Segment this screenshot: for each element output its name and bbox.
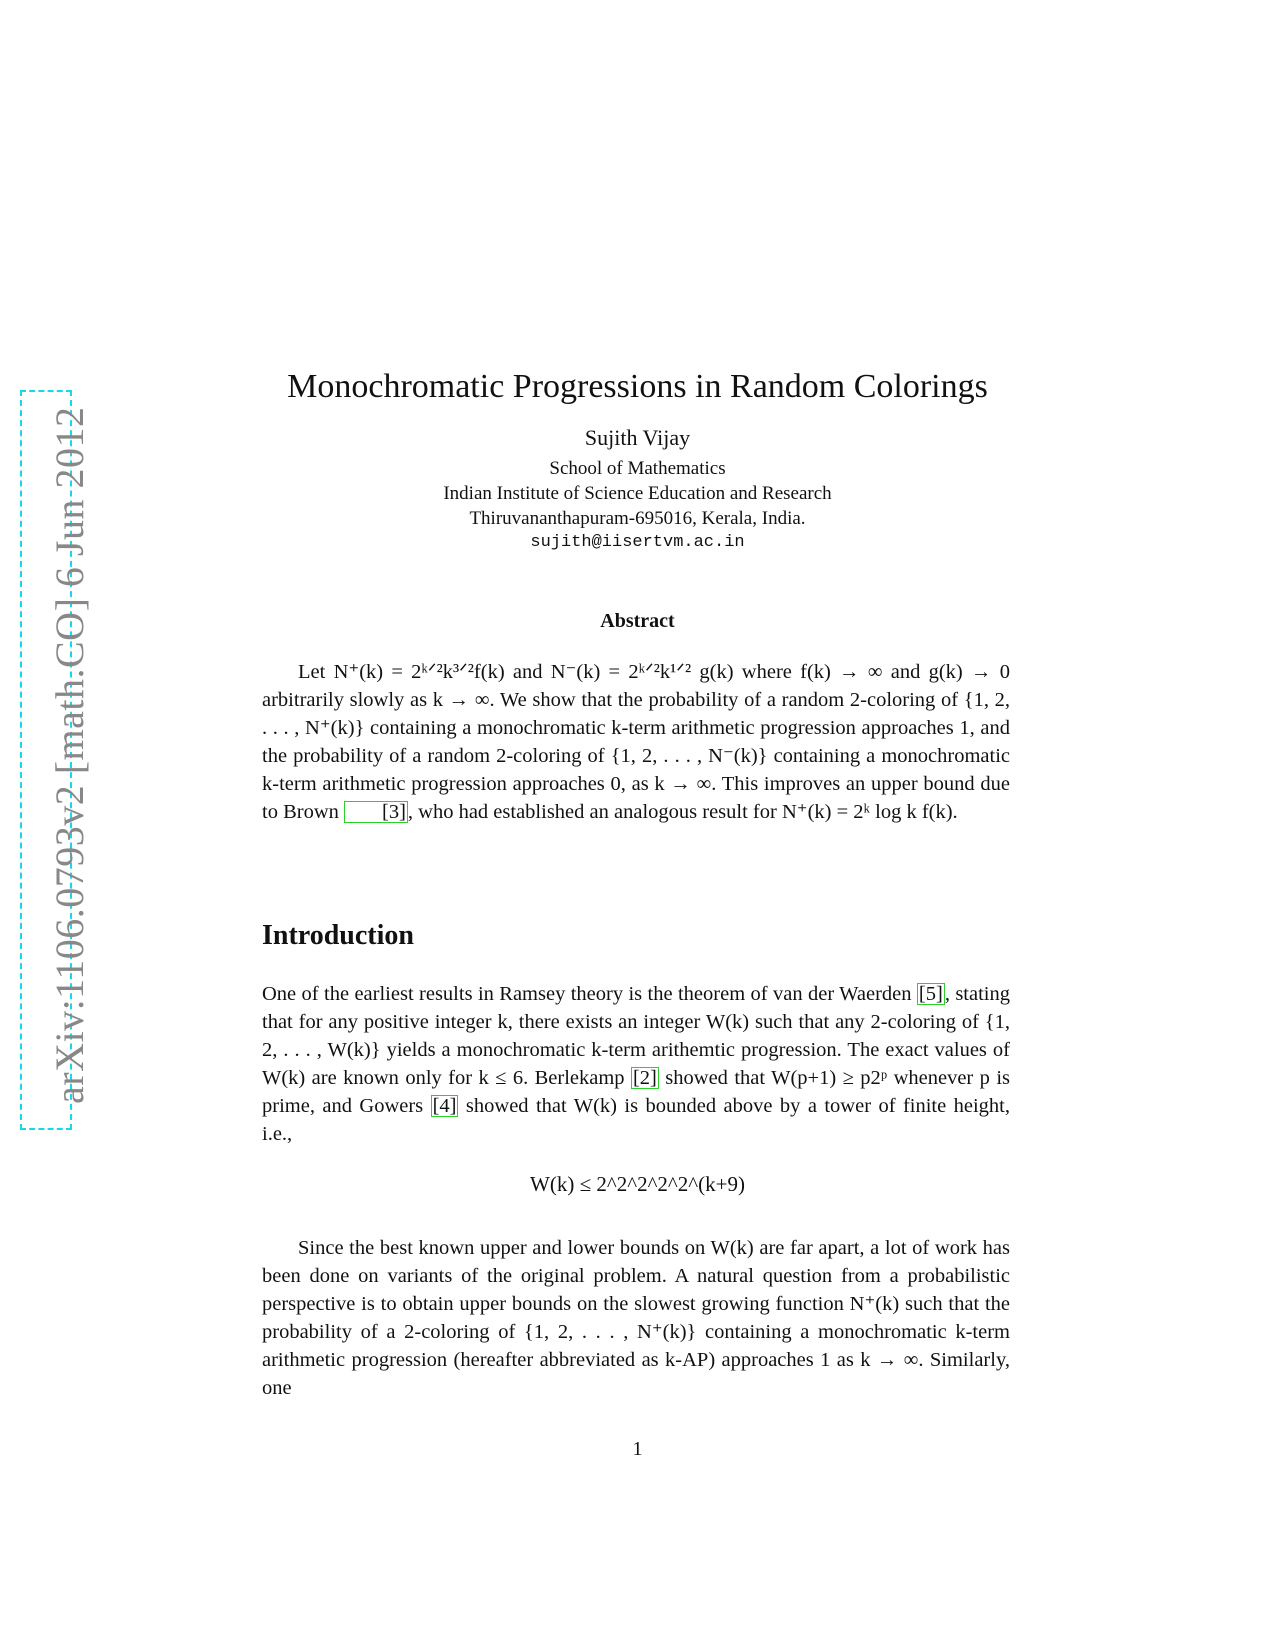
citation-link[interactable]: [5] — [918, 983, 943, 1005]
abstract-text-b: , who had established an analogous result for N⁺(k) = 2ᵏ log k f(k). — [407, 801, 958, 823]
arxiv-stamp[interactable]: arXiv:1106.0793v2 [math.CO] 6 Jun 2012 — [47, 406, 92, 1104]
section-heading-introduction: Introduction — [262, 920, 414, 951]
page-number: 1 — [632, 1438, 643, 1460]
author-email[interactable]: sujith@iisertvm.ac.in — [530, 533, 745, 552]
author-name: Sujith Vijay — [584, 425, 691, 450]
intro-text-a: One of the earliest results in Ramsey theory is the theorem of van der Waerden — [262, 983, 917, 1005]
affiliation-line-2: Indian Institute of Science Education and Research — [443, 483, 832, 504]
affiliation-line-3: Thiruvananthapuram-695016, Kerala, India. — [469, 508, 806, 529]
abstract-heading: Abstract — [600, 610, 675, 632]
citation-link[interactable]: [4] — [432, 1095, 457, 1117]
citation-link[interactable]: [2] — [632, 1067, 657, 1089]
abstract-text — [262, 658, 1010, 826]
intro-paragraph-2: Since the best known upper and lower bounds on W(k) are far apart, a lot of work has been done on variants of the original problem. A natural question from a probabilistic perspective is to obtain upper bounds on the slowest growing function N⁺(k) such that the probability of a 2-coloring of {1, 2, . . . , N⁺(k)} containing a monochromatic k-term arithmetic progression (hereafter abbreviated as k-AP) approaches 1 as k → ∞. Similarly, one — [262, 1237, 1010, 1399]
intro-paragraph-1 — [262, 980, 1010, 1148]
equation-tower-bound: W(k) ≤ 2^2^2^2^2^(k+9) — [530, 1172, 745, 1196]
abstract-text-a: Let N⁺(k) = 2ᵏᐟ²k³ᐟ²f(k) and N⁻(k) = 2ᵏᐟ²k¹ᐟ² g(k) where f(k) → ∞ and g(k) → 0 arbitrarily slowly as k → ∞. We show that the probability of a random 2-coloring of {1, 2, . . . , N⁺(k)} containing a monochromatic k-term arithmetic progression approaches 1, and the probability of a random 2-coloring of {1, 2, . . . , N⁻(k)} containing a monochromatic k-term arithmetic progression approaches 0, as k → ∞. This improves an upper bound due to Brown — [262, 661, 1010, 823]
intro-text-c: showed that W(p+1) ≥ p2ᵖ whenever p is prime, and Gowers — [262, 1067, 1010, 1117]
intro-text-b: , stating that for any positive integer k, there exists an integer W(k) such that any 2-coloring of {1, 2, . . . , W(k)} yields a monochromatic k-term arithemtic progression. The exact values of W(k) are known only for k ≤ 6. Berlekamp — [262, 983, 1010, 1089]
affiliation-line-1: School of Mathematics — [549, 458, 726, 479]
citation-link[interactable]: [3] — [344, 801, 408, 823]
intro-text-d: showed that W(k) is bounded above by a tower of finite height, i.e., — [262, 1095, 1010, 1145]
paper-title: Monochromatic Progressions in Random Colorings — [287, 367, 988, 405]
